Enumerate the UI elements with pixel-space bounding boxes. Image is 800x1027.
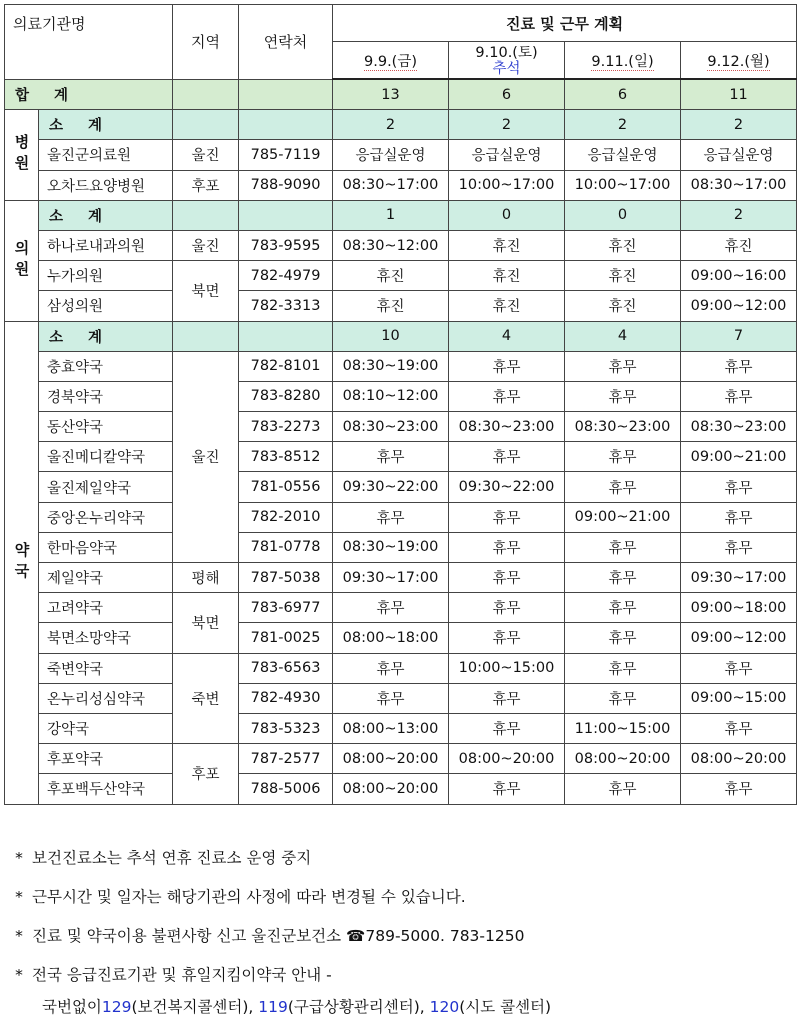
schedule-cell: 휴무 [565, 593, 681, 623]
note-text: 보건진료소는 추석 연휴 진료소 운영 중지 [32, 849, 312, 867]
category-text: 의원 [12, 239, 31, 282]
schedule-cell: 08:30~17:00 [333, 170, 449, 200]
table-row [5, 683, 797, 713]
total-region [173, 79, 239, 110]
schedule-cell: 08:30~19:00 [333, 351, 449, 381]
schedule-cell: 휴진 [449, 261, 565, 291]
table-row [5, 351, 797, 381]
phone-cell: 783-5323 [239, 713, 333, 743]
institution-name: 중앙온누리약국 [39, 502, 173, 532]
subtotal-label: 소 계 [39, 110, 173, 140]
phone-cell: 782-4979 [239, 261, 333, 291]
schedule-cell: 휴무 [449, 774, 565, 804]
table-row [5, 623, 797, 653]
schedule-cell: 휴무 [565, 472, 681, 502]
schedule-cell: 08:00~20:00 [449, 744, 565, 774]
asterisk-icon: * [15, 966, 23, 984]
total-label: 합 계 [5, 79, 173, 110]
schedule-cell: 휴무 [681, 653, 797, 683]
header-date-4 [681, 42, 797, 80]
subtotal-row [5, 110, 797, 140]
note-item [6, 965, 796, 1017]
schedule-cell: 휴무 [565, 623, 681, 653]
subtotal-row [5, 200, 797, 230]
schedule-cell: 휴무 [565, 653, 681, 683]
schedule-cell: 08:00~20:00 [333, 774, 449, 804]
table-row [5, 381, 797, 411]
schedule-cell: 휴무 [565, 381, 681, 411]
schedule-cell: 응급실운영 [449, 140, 565, 170]
institution-name: 죽변약국 [39, 653, 173, 683]
header-contact: 연락처 [239, 5, 333, 80]
schedule-cell: 휴무 [449, 713, 565, 743]
schedule-cell: 휴무 [333, 683, 449, 713]
schedule-cell: 휴무 [565, 351, 681, 381]
hotline-prefix: 국번없이 [42, 998, 102, 1016]
note-item [6, 887, 796, 907]
note-text: 전국 응급진료기관 및 휴일지킴이약국 안내 - [32, 966, 332, 984]
schedule-cell: 휴무 [333, 442, 449, 472]
schedule-cell: 10:00~17:00 [449, 170, 565, 200]
region-cell: 북면 [173, 593, 239, 653]
schedule-cell: 응급실운영 [333, 140, 449, 170]
institution-name: 고려약국 [39, 593, 173, 623]
schedule-cell: 휴무 [449, 381, 565, 411]
institution-name: 제일약국 [39, 563, 173, 593]
schedule-cell: 08:30~23:00 [449, 412, 565, 442]
schedule-cell: 휴무 [449, 442, 565, 472]
asterisk-icon: * [15, 849, 23, 867]
institution-name: 누가의원 [39, 261, 173, 291]
region-cell: 울진 [173, 351, 239, 562]
schedule-cell: 휴진 [565, 261, 681, 291]
institution-name: 동산약국 [39, 412, 173, 442]
schedule-cell: 08:30~17:00 [681, 170, 797, 200]
phone-cell: 783-6563 [239, 653, 333, 683]
schedule-cell: 09:30~22:00 [449, 472, 565, 502]
schedule-cell: 휴무 [681, 713, 797, 743]
table-row [5, 261, 797, 291]
header-region: 지역 [173, 5, 239, 80]
subtotal-region [173, 321, 239, 351]
note-text: 근무시간 및 일자는 해당기관의 사정에 따라 변경될 수 있습니다. [32, 888, 466, 906]
subtotal-value: 2 [565, 110, 681, 140]
schedule-cell: 09:30~17:00 [681, 563, 797, 593]
notes [6, 848, 796, 1017]
schedule-cell: 08:30~23:00 [565, 412, 681, 442]
table-row [5, 593, 797, 623]
subtotal-value: 2 [681, 200, 797, 230]
schedule-cell: 휴무 [449, 563, 565, 593]
total-value: 11 [681, 79, 797, 110]
schedule-cell: 08:00~20:00 [681, 744, 797, 774]
schedule-cell: 09:00~12:00 [681, 623, 797, 653]
schedule-cell: 09:30~22:00 [333, 472, 449, 502]
phone-cell: 782-8101 [239, 351, 333, 381]
schedule-cell: 휴진 [333, 291, 449, 321]
hotline-number: 120 [429, 998, 460, 1016]
schedule-cell: 휴진 [449, 291, 565, 321]
subtotal-contact [239, 110, 333, 140]
schedule-cell: 휴진 [681, 230, 797, 260]
note-item [6, 926, 796, 946]
phone-cell: 783-9595 [239, 230, 333, 260]
schedule-cell: 09:30~17:00 [333, 563, 449, 593]
total-row [5, 79, 797, 110]
subtotal-value: 0 [449, 200, 565, 230]
region-cell: 후포 [173, 744, 239, 804]
hotline-desc: (보건복지콜센터), [131, 998, 259, 1016]
region-cell: 울진 [173, 140, 239, 170]
schedule-cell: 휴무 [565, 442, 681, 472]
category-text: 약국 [12, 541, 31, 584]
table-row [5, 563, 797, 593]
subtotal-value: 2 [333, 110, 449, 140]
institution-name: 온누리성심약국 [39, 683, 173, 713]
table-row [5, 170, 797, 200]
schedule-cell: 휴무 [565, 774, 681, 804]
schedule-cell: 휴무 [449, 532, 565, 562]
table-row [5, 653, 797, 683]
date-label: 9.10.(토) [475, 45, 538, 61]
phone-cell: 788-9090 [239, 170, 333, 200]
schedule-cell: 휴진 [565, 291, 681, 321]
schedule-cell: 응급실운영 [681, 140, 797, 170]
subtotal-value: 4 [565, 321, 681, 351]
table-row [5, 774, 797, 804]
schedule-cell: 08:00~20:00 [565, 744, 681, 774]
total-value: 6 [449, 79, 565, 110]
phone-cell: 781-0025 [239, 623, 333, 653]
phone-cell: 783-8512 [239, 442, 333, 472]
phone-cell: 782-4930 [239, 683, 333, 713]
schedule-cell: 휴진 [449, 230, 565, 260]
schedule-cell: 09:00~15:00 [681, 683, 797, 713]
schedule-cell: 08:00~20:00 [333, 744, 449, 774]
schedule-cell: 08:00~18:00 [333, 623, 449, 653]
schedule-cell: 휴무 [681, 774, 797, 804]
category-label [5, 321, 39, 804]
institution-name: 오차드요양병원 [39, 170, 173, 200]
institution-name: 하나로내과의원 [39, 230, 173, 260]
region-cell: 울진 [173, 230, 239, 260]
schedule-body [5, 79, 797, 804]
subtotal-value: 0 [565, 200, 681, 230]
schedule-cell: 09:00~16:00 [681, 261, 797, 291]
phone-cell: 787-2577 [239, 744, 333, 774]
institution-name: 삼성의원 [39, 291, 173, 321]
subtotal-label: 소 계 [39, 200, 173, 230]
institution-name: 후포백두산약국 [39, 774, 173, 804]
total-contact [239, 79, 333, 110]
subtotal-value: 4 [449, 321, 565, 351]
schedule-cell: 휴진 [333, 261, 449, 291]
hotline-number: 119 [258, 998, 288, 1016]
schedule-cell: 휴무 [681, 381, 797, 411]
total-value: 6 [565, 79, 681, 110]
schedule-cell: 휴무 [449, 683, 565, 713]
date-label: 9.12.(월) [707, 53, 770, 70]
schedule-cell: 08:30~19:00 [333, 532, 449, 562]
table-row [5, 713, 797, 743]
schedule-cell: 휴무 [333, 502, 449, 532]
table-row [5, 502, 797, 532]
institution-name: 북면소망약국 [39, 623, 173, 653]
subtotal-value: 2 [681, 110, 797, 140]
phone-cell: 783-2273 [239, 412, 333, 442]
header-date-2 [449, 42, 565, 80]
institution-name: 울진메디칼약국 [39, 442, 173, 472]
asterisk-icon: * [15, 927, 23, 945]
schedule-cell: 09:00~21:00 [681, 442, 797, 472]
schedule-cell: 휴무 [681, 472, 797, 502]
table-row [5, 532, 797, 562]
category-label [5, 200, 39, 321]
subtotal-label: 소 계 [39, 321, 173, 351]
subtotal-region [173, 200, 239, 230]
date-label: 9.9.(금) [364, 53, 418, 70]
region-cell: 후포 [173, 170, 239, 200]
schedule-cell: 09:00~12:00 [681, 291, 797, 321]
phone-cell: 783-8280 [239, 381, 333, 411]
asterisk-icon: * [15, 888, 23, 906]
table-row [5, 412, 797, 442]
region-cell: 북면 [173, 261, 239, 321]
phone-cell: 781-0556 [239, 472, 333, 502]
phone-cell: 785-7119 [239, 140, 333, 170]
hotline-desc: (시도 콜센터) [459, 998, 552, 1016]
institution-name: 한마음약국 [39, 532, 173, 562]
institution-name: 울진군의료원 [39, 140, 173, 170]
institution-name: 강약국 [39, 713, 173, 743]
hotline-desc: (구급상황관리센터), [287, 998, 430, 1016]
schedule-cell: 09:00~21:00 [565, 502, 681, 532]
subtotal-value: 1 [333, 200, 449, 230]
schedule-cell: 휴무 [565, 563, 681, 593]
schedule-table [4, 4, 797, 805]
subtotal-contact [239, 200, 333, 230]
subtotal-row [5, 321, 797, 351]
phone-cell: 787-5038 [239, 563, 333, 593]
schedule-cell: 08:30~23:00 [681, 412, 797, 442]
schedule-cell: 08:30~12:00 [333, 230, 449, 260]
category-label [5, 110, 39, 201]
subtotal-value: 10 [333, 321, 449, 351]
schedule-cell: 10:00~17:00 [565, 170, 681, 200]
table-row [5, 442, 797, 472]
subtotal-region [173, 110, 239, 140]
schedule-cell: 휴무 [565, 532, 681, 562]
header-institution: 의료기관명 [5, 5, 173, 80]
institution-name: 충효약국 [39, 351, 173, 381]
institution-name: 후포약국 [39, 744, 173, 774]
region-cell: 평해 [173, 563, 239, 593]
note-text: 진료 및 약국이용 불편사항 신고 울진군보건소 ☎789-5000. 783-1250 [32, 927, 525, 945]
region-cell: 죽변 [173, 653, 239, 744]
subtotal-value: 2 [449, 110, 565, 140]
header-date-3 [565, 42, 681, 80]
schedule-cell: 휴무 [449, 502, 565, 532]
schedule-cell: 11:00~15:00 [565, 713, 681, 743]
schedule-cell: 휴무 [449, 351, 565, 381]
date-label: 9.11.(일) [591, 53, 654, 70]
schedule-cell: 10:00~15:00 [449, 653, 565, 683]
schedule-cell: 휴무 [449, 593, 565, 623]
table-row [5, 230, 797, 260]
phone-cell: 782-3313 [239, 291, 333, 321]
phone-cell: 781-0778 [239, 532, 333, 562]
schedule-cell: 응급실운영 [565, 140, 681, 170]
hotline-number: 129 [101, 998, 132, 1016]
subtotal-contact [239, 321, 333, 351]
table-row [5, 291, 797, 321]
holiday-label: 추석 [492, 61, 521, 77]
table-row [5, 140, 797, 170]
phone-cell: 782-2010 [239, 502, 333, 532]
schedule-cell: 휴무 [449, 623, 565, 653]
schedule-cell: 08:10~12:00 [333, 381, 449, 411]
schedule-cell: 09:00~18:00 [681, 593, 797, 623]
schedule-cell: 휴진 [565, 230, 681, 260]
note-item [6, 848, 796, 868]
header-date-1 [333, 42, 449, 80]
institution-name: 울진제일약국 [39, 472, 173, 502]
schedule-cell: 휴무 [565, 683, 681, 713]
subtotal-value: 7 [681, 321, 797, 351]
schedule-cell: 휴무 [681, 502, 797, 532]
total-value: 13 [333, 79, 449, 110]
schedule-cell: 08:00~13:00 [333, 713, 449, 743]
table-row [5, 472, 797, 502]
schedule-cell: 휴무 [681, 532, 797, 562]
phone-cell: 788-5006 [239, 774, 333, 804]
schedule-cell: 휴무 [681, 351, 797, 381]
schedule-cell: 휴무 [333, 653, 449, 683]
schedule-cell: 휴무 [333, 593, 449, 623]
phone-cell: 783-6977 [239, 593, 333, 623]
category-text: 병원 [12, 133, 31, 176]
hotline-info [6, 997, 796, 1017]
table-row [5, 744, 797, 774]
institution-name: 경북약국 [39, 381, 173, 411]
schedule-cell: 08:30~23:00 [333, 412, 449, 442]
header-plan: 진료 및 근무 계획 [333, 5, 797, 42]
